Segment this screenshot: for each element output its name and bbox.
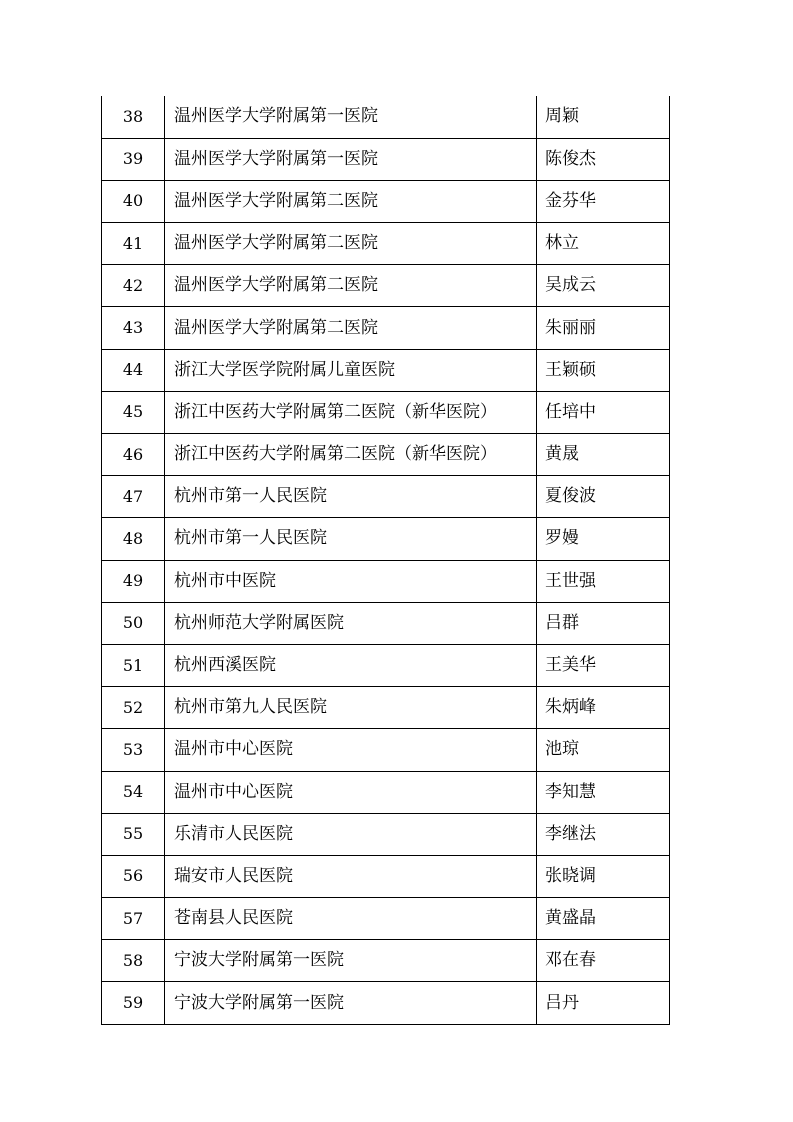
table-row [102,223,670,265]
row-number: 45 [102,391,165,433]
person-name: 吕丹 [537,982,670,1024]
person-name: 周颖 [537,96,670,138]
row-number: 58 [102,940,165,982]
person-name: 李知慧 [537,771,670,813]
person-name: 金芬华 [537,180,670,222]
person-name: 张晓调 [537,855,670,897]
hospital-name: 杭州市第一人民医院 [165,518,537,560]
table-row [102,265,670,307]
hospital-name: 浙江大学医学院附属儿童医院 [165,349,537,391]
table-row [102,940,670,982]
table-row [102,518,670,560]
person-name: 黄晟 [537,434,670,476]
hospital-name: 温州医学大学附属第一医院 [165,138,537,180]
table-row [102,855,670,897]
hospital-name: 杭州师范大学附属医院 [165,602,537,644]
person-name: 邓在春 [537,940,670,982]
person-name: 李继法 [537,813,670,855]
row-number: 50 [102,602,165,644]
table-row [102,307,670,349]
person-name: 吕群 [537,602,670,644]
person-name: 王颖硕 [537,349,670,391]
table-row [102,560,670,602]
row-number: 48 [102,518,165,560]
table-row [102,180,670,222]
row-number: 53 [102,729,165,771]
row-number: 56 [102,855,165,897]
row-number: 43 [102,307,165,349]
person-name: 池琼 [537,729,670,771]
row-number: 47 [102,476,165,518]
person-name: 王美华 [537,644,670,686]
row-number: 38 [102,96,165,138]
row-number: 57 [102,898,165,940]
hospital-name: 温州市中心医院 [165,771,537,813]
hospital-name: 温州医学大学附属第二医院 [165,265,537,307]
hospital-name: 浙江中医药大学附属第二医院（新华医院） [165,434,537,476]
hospital-name: 乐清市人民医院 [165,813,537,855]
table-row [102,898,670,940]
hospital-name: 杭州市第九人民医院 [165,687,537,729]
row-number: 59 [102,982,165,1024]
person-name: 林立 [537,223,670,265]
hospital-name: 苍南县人民医院 [165,898,537,940]
row-number: 49 [102,560,165,602]
table-row [102,138,670,180]
hospital-name: 温州医学大学附属第二医院 [165,307,537,349]
table-row [102,687,670,729]
person-name: 陈俊杰 [537,138,670,180]
hospital-name: 杭州西溪医院 [165,644,537,686]
hospital-name: 杭州市第一人民医院 [165,476,537,518]
table-row [102,476,670,518]
row-number: 46 [102,434,165,476]
table-row [102,349,670,391]
row-number: 40 [102,180,165,222]
row-number: 55 [102,813,165,855]
table-row [102,644,670,686]
table-row [102,96,670,138]
table-row [102,729,670,771]
hospital-name: 温州医学大学附属第二医院 [165,223,537,265]
hospital-name: 瑞安市人民医院 [165,855,537,897]
hospital-name: 宁波大学附属第一医院 [165,982,537,1024]
row-number: 51 [102,644,165,686]
person-name: 朱丽丽 [537,307,670,349]
table-row [102,771,670,813]
table-row [102,813,670,855]
roster-table [101,96,670,1025]
row-number: 52 [102,687,165,729]
table-row [102,434,670,476]
table-row [102,391,670,433]
person-name: 王世强 [537,560,670,602]
row-number: 44 [102,349,165,391]
hospital-name: 浙江中医药大学附属第二医院（新华医院） [165,391,537,433]
hospital-name: 温州市中心医院 [165,729,537,771]
row-number: 41 [102,223,165,265]
person-name: 朱炳峰 [537,687,670,729]
person-name: 任培中 [537,391,670,433]
row-number: 39 [102,138,165,180]
hospital-name: 宁波大学附属第一医院 [165,940,537,982]
person-name: 黄盛晶 [537,898,670,940]
person-name: 吴成云 [537,265,670,307]
hospital-name: 温州医学大学附属第二医院 [165,180,537,222]
hospital-name: 温州医学大学附属第一医院 [165,96,537,138]
table-row [102,982,670,1024]
person-name: 夏俊波 [537,476,670,518]
row-number: 54 [102,771,165,813]
hospital-name: 杭州市中医院 [165,560,537,602]
person-name: 罗嫚 [537,518,670,560]
table-row [102,602,670,644]
row-number: 42 [102,265,165,307]
